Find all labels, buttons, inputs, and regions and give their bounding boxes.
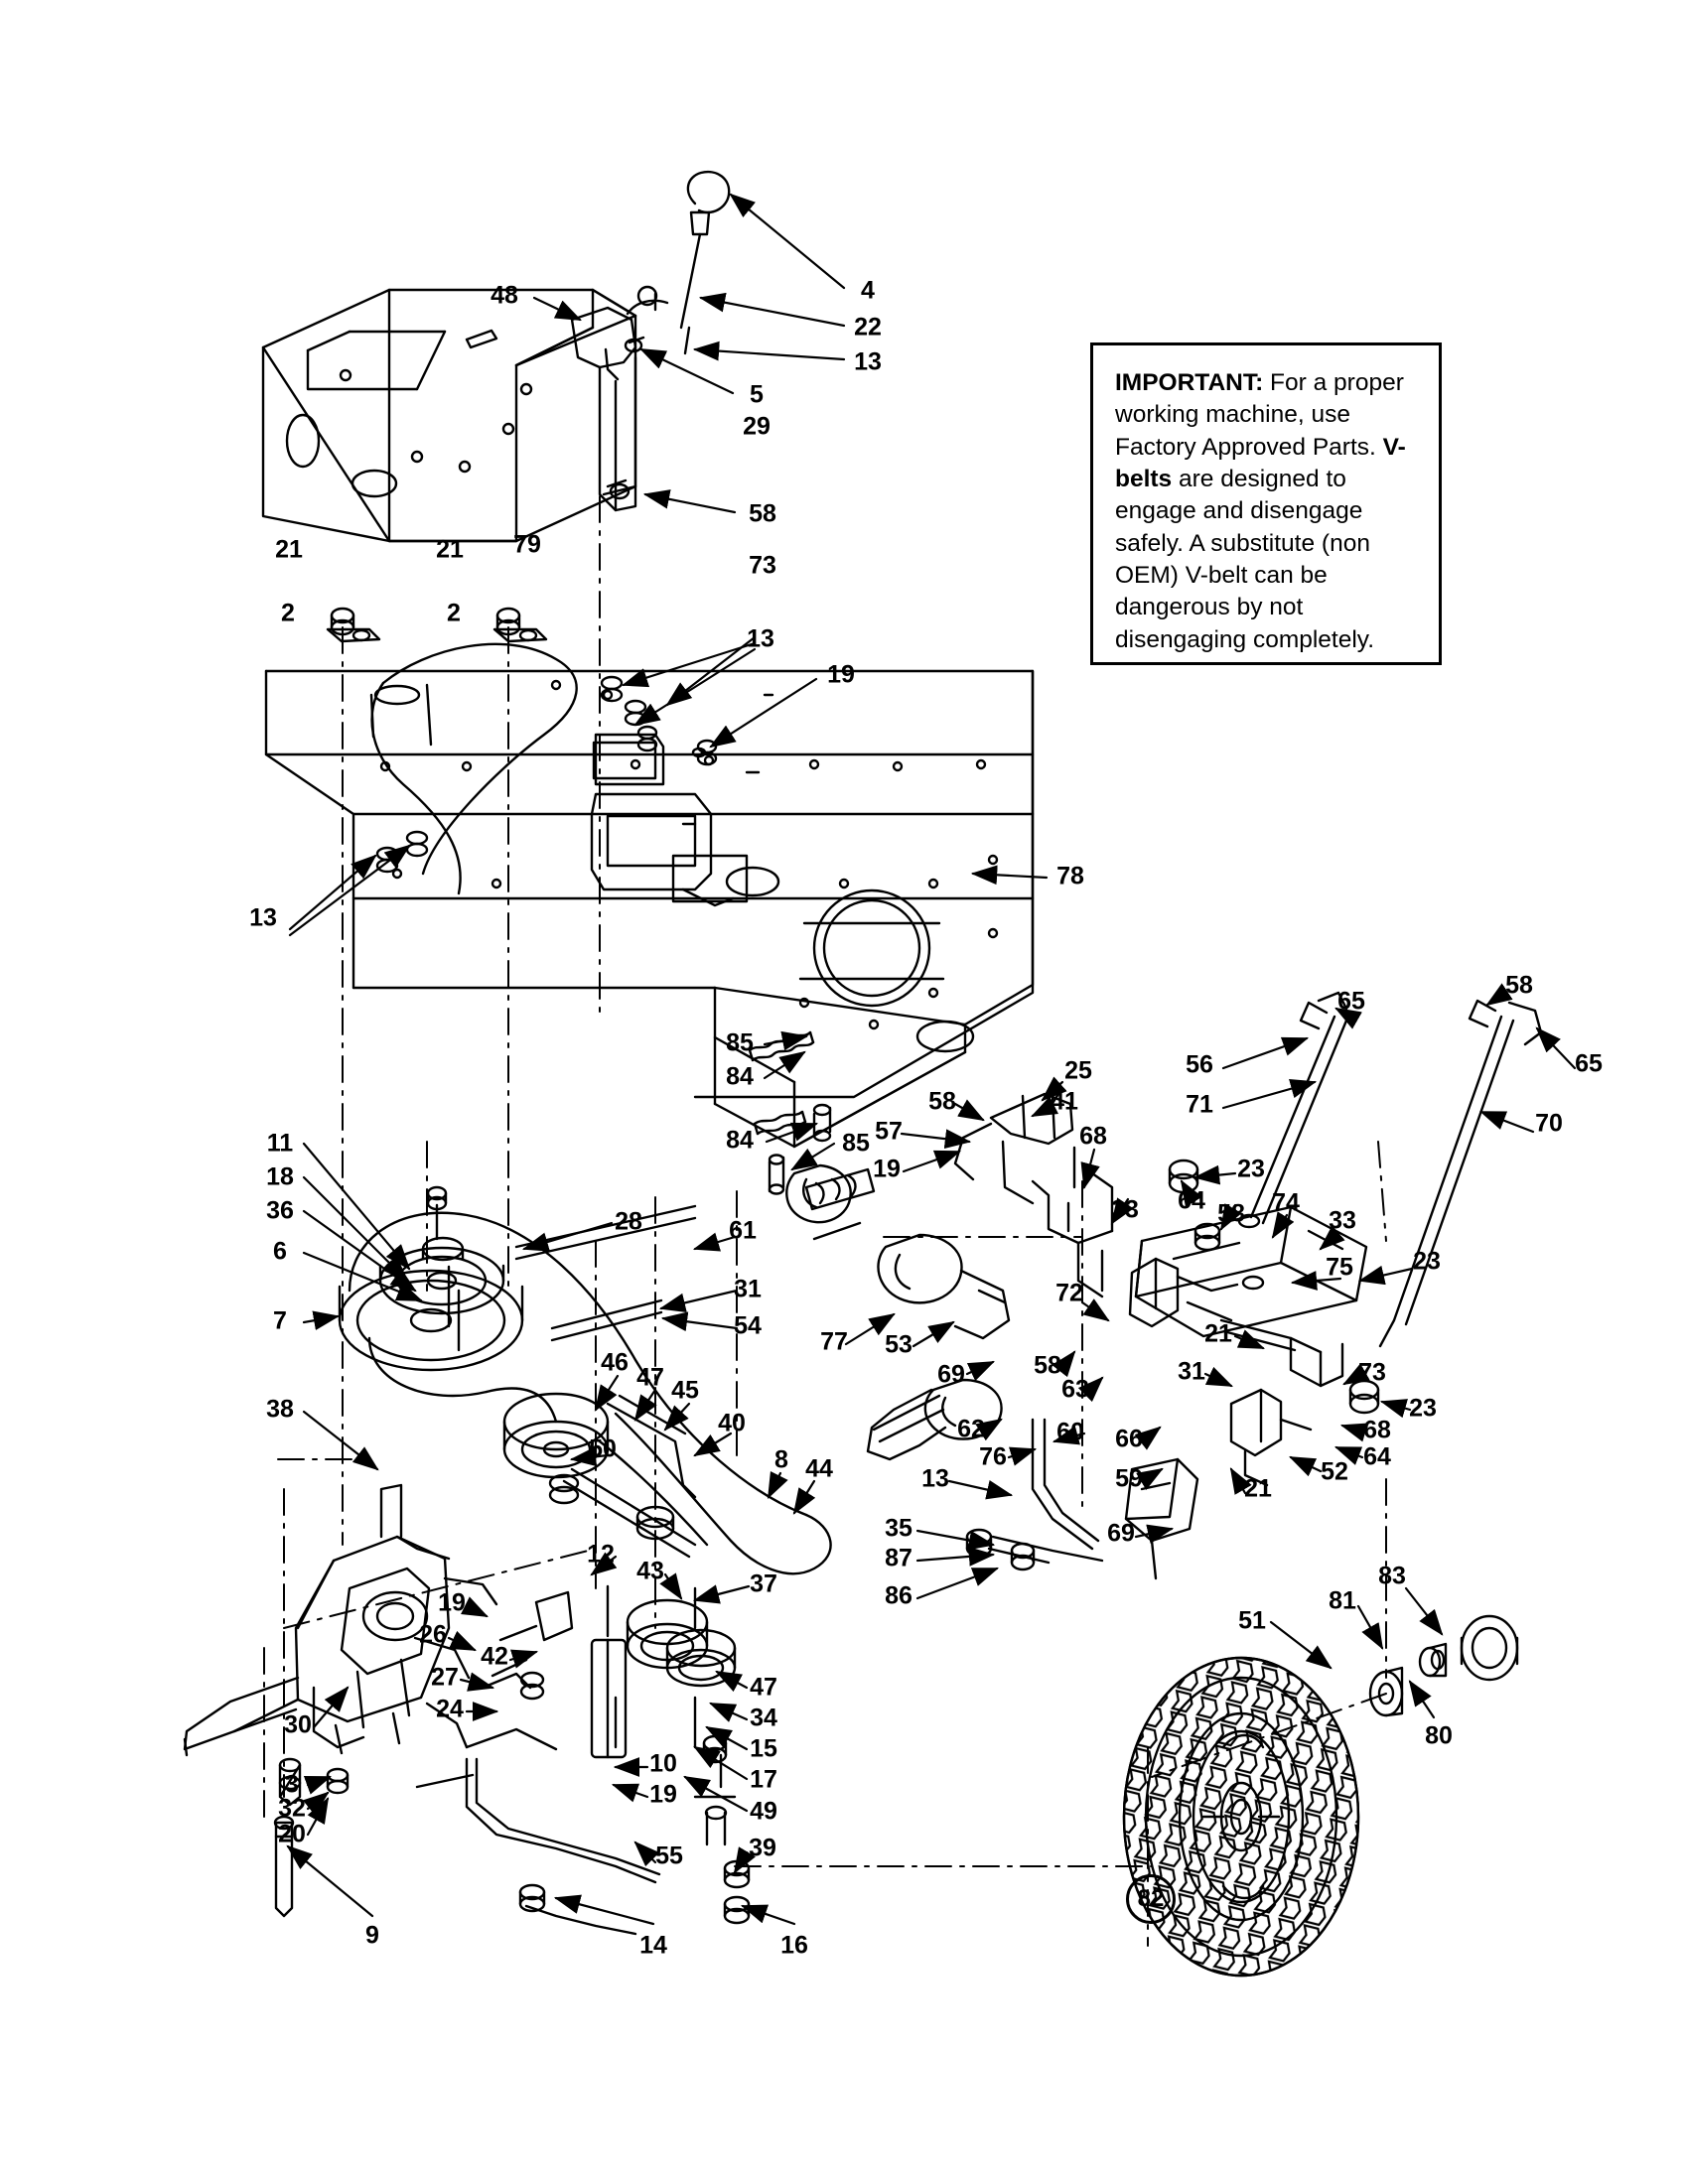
- callout-number: 50: [589, 1434, 617, 1463]
- callout-number: 23: [1413, 1247, 1441, 1276]
- callout-number: 31: [1178, 1357, 1205, 1386]
- callout-number: 78: [1056, 862, 1084, 890]
- callout-number: 13: [921, 1464, 949, 1493]
- callout-number: 19: [438, 1588, 466, 1617]
- callout-number: 19: [827, 660, 855, 689]
- callout-number: 10: [649, 1749, 677, 1778]
- callout-number: 9: [365, 1921, 379, 1950]
- callout-number: 73: [749, 551, 776, 580]
- brake-clutch-linkage: [786, 993, 1541, 1578]
- callout-number: 66: [1115, 1425, 1143, 1453]
- callout-number: 39: [749, 1834, 776, 1862]
- callout-number: 33: [1329, 1206, 1356, 1235]
- callout-number: 75: [1326, 1253, 1353, 1282]
- callout-number: 72: [1055, 1279, 1083, 1307]
- callout-number: 41: [1051, 1087, 1078, 1116]
- callout-number: 52: [1321, 1457, 1348, 1486]
- callout-number: 55: [655, 1842, 683, 1870]
- springs: [750, 1032, 1684, 1487]
- important-note-body2: are designed to engage and disengage safely. A substitute (non OEM) V-belt can be dangerous by not disengaging completely.: [1115, 465, 1375, 653]
- callout-number: 79: [513, 530, 541, 559]
- callout-number: 48: [491, 281, 518, 310]
- callout-number: 73: [1358, 1358, 1386, 1387]
- callout-number: 38: [266, 1395, 294, 1424]
- callout-number: 36: [266, 1196, 294, 1225]
- callout-number: 83: [1378, 1562, 1406, 1590]
- callout-number: 17: [750, 1765, 777, 1794]
- callout-number: 21: [436, 535, 464, 564]
- callout-number: 58: [1217, 1199, 1245, 1228]
- callout-number: 2: [281, 599, 295, 627]
- callout-number: 84: [726, 1062, 754, 1091]
- callout-number: 45: [671, 1376, 699, 1405]
- callout-number: 23: [1409, 1394, 1437, 1423]
- callout-number: 32: [278, 1794, 306, 1823]
- important-note-text: [1115, 367, 1419, 656]
- callout-number: 27: [431, 1663, 459, 1692]
- callout-number: 35: [885, 1514, 912, 1543]
- callout-number: 31: [734, 1275, 762, 1303]
- important-note-vbelts: V-belts: [1115, 433, 1406, 492]
- callout-number: 86: [885, 1581, 912, 1610]
- callout-number: 6: [273, 1237, 287, 1266]
- important-note-box: [1090, 342, 1442, 665]
- important-note-label: IMPORTANT:: [1115, 369, 1264, 396]
- callout-number: 13: [747, 624, 774, 653]
- callout-number: 68: [1079, 1122, 1107, 1151]
- callout-number: 22: [854, 313, 882, 341]
- callout-number: 74: [1272, 1188, 1300, 1217]
- callout-number: 37: [750, 1570, 777, 1598]
- callout-number: 4: [861, 276, 875, 305]
- callout-number: 3: [285, 1770, 299, 1799]
- callout-number: 8: [774, 1445, 788, 1474]
- callout-number: 28: [615, 1207, 642, 1236]
- callout-number: 11: [266, 1129, 294, 1158]
- callout-number: 40: [718, 1409, 746, 1437]
- callout-number: 33: [1111, 1195, 1139, 1224]
- callout-number: 13: [854, 347, 882, 376]
- rear-wheel: [1124, 1616, 1517, 1976]
- callout-number: 68: [1363, 1416, 1391, 1444]
- callout-number: 25: [1064, 1056, 1092, 1085]
- callout-number: 18: [266, 1162, 294, 1191]
- callout-number: 58: [928, 1087, 956, 1116]
- drive-belt-pulley-assembly: [340, 1187, 831, 1757]
- callout-number: 14: [639, 1931, 667, 1960]
- callout-number: 47: [636, 1363, 664, 1392]
- callout-number: 87: [885, 1544, 912, 1572]
- callout-number: 24: [436, 1695, 464, 1723]
- callout-number: 21: [275, 535, 303, 564]
- callout-number: 69: [937, 1360, 965, 1389]
- callout-number: 71: [1186, 1090, 1213, 1119]
- callout-number: 80: [1425, 1721, 1453, 1750]
- callout-number: 77: [820, 1327, 848, 1356]
- callout-number: 34: [750, 1704, 777, 1732]
- callout-number: 21: [1244, 1474, 1272, 1503]
- callout-number: 69: [1107, 1519, 1135, 1548]
- callout-number: 2: [447, 599, 461, 627]
- callout-number: 85: [842, 1129, 870, 1158]
- callout-number: 15: [750, 1734, 777, 1763]
- callout-number: 47: [750, 1673, 777, 1702]
- callout-number: 54: [734, 1311, 762, 1340]
- callout-number: 51: [1238, 1606, 1266, 1635]
- shift-lever: [572, 172, 729, 510]
- callout-number: 76: [979, 1442, 1007, 1471]
- callout-number: 70: [1535, 1109, 1563, 1138]
- callout-number: 49: [750, 1797, 777, 1826]
- important-note-body1: For a proper working machine, use Factory Approved Parts.: [1115, 369, 1404, 461]
- callout-number: 60: [1056, 1418, 1084, 1446]
- callout-number: 46: [601, 1348, 629, 1377]
- callout-number: 65: [1575, 1049, 1603, 1078]
- callout-number: 21: [1204, 1319, 1232, 1348]
- callout-number: 19: [873, 1155, 901, 1183]
- callout-number: 65: [1337, 987, 1365, 1016]
- callout-number: 20: [278, 1820, 306, 1848]
- lower-linkage: [417, 1588, 749, 1934]
- callout-number: 12: [587, 1540, 615, 1569]
- callout-number: 58: [1034, 1351, 1061, 1380]
- callout-number: 29: [743, 412, 771, 441]
- callout-number: 30: [284, 1710, 312, 1739]
- callout-number: 16: [780, 1931, 808, 1960]
- callout-number: 42: [481, 1642, 508, 1671]
- callout-number: 56: [1186, 1050, 1213, 1079]
- callout-number: 26: [419, 1620, 447, 1649]
- callout-number: 13: [249, 903, 277, 932]
- callout-number: 62: [957, 1415, 985, 1443]
- callout-number: 23: [1237, 1155, 1265, 1183]
- callout-number: 81: [1329, 1586, 1356, 1615]
- callout-number: 19: [649, 1780, 677, 1809]
- callout-number: 57: [875, 1117, 903, 1146]
- callout-number: 64: [1178, 1186, 1205, 1215]
- callout-number: 5: [750, 380, 764, 409]
- callout-number: 85: [726, 1028, 754, 1057]
- callout-number: 58: [1505, 971, 1533, 1000]
- callout-number: 59: [1115, 1464, 1143, 1493]
- console-housing: [263, 290, 635, 541]
- callout-number: 58: [749, 499, 776, 528]
- callout-number: 7: [273, 1306, 287, 1335]
- callout-number: 44: [805, 1454, 833, 1483]
- callout-number: 82: [1126, 1874, 1176, 1924]
- callout-number: 63: [1061, 1375, 1089, 1404]
- callout-number: 61: [729, 1216, 757, 1245]
- callout-number: 43: [636, 1557, 664, 1585]
- callout-number: 84: [726, 1126, 754, 1155]
- callout-number: 53: [885, 1330, 912, 1359]
- callout-number: 64: [1363, 1442, 1391, 1471]
- frame-rail: [266, 644, 1033, 1147]
